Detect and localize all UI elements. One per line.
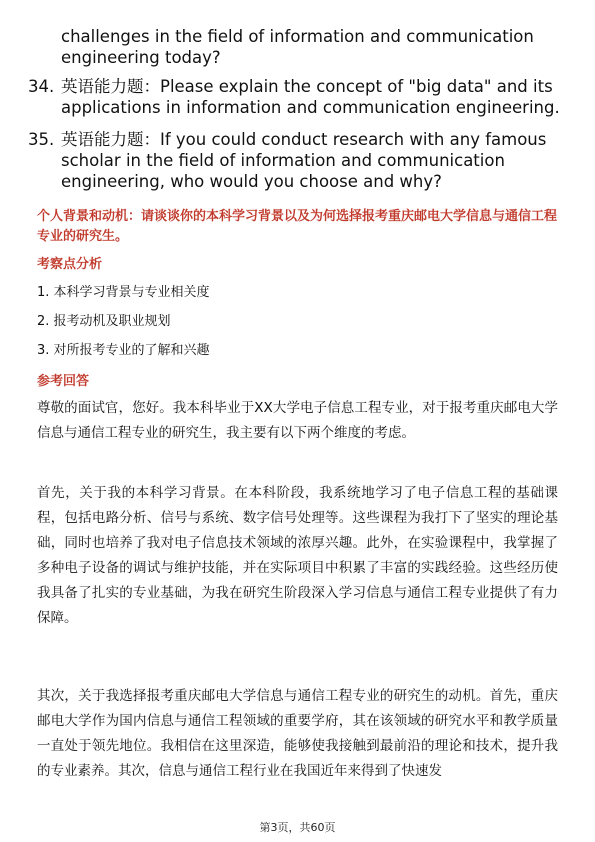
analysis-item: 2. 报考动机及职业规划 — [37, 314, 171, 329]
question-number: 34. — [28, 77, 55, 96]
answer-paragraph-2: 首先，关于我的本科学习背景。在本科阶段，我系统地学习了电子信息工程的基础课程，包括电路分析、信号与系统、数字信号处理等。这些课程为我打下了坚实的理论基础，同时也培养了我对电子信息技术领域的浓厚兴趣。此外，在实验课程中，我掌握了多种电子设备的调试与维护技能，并在实际项目中积累了丰富的实践经验。这些经历使我具备了扎实的专业基础，为我在研究生阶段深入学习信息与通信工程专业提供了有力保障。 — [37, 485, 558, 626]
question-34 — [28, 76, 568, 118]
page-footer: 第3页，共60页 — [259, 821, 336, 834]
question-33-continuation: challenges in the field of information and communication engineering today? — [61, 27, 534, 67]
question-text: 英语能力题：Please explain the concept of "big data" and its applications in information and communication engineering. — [61, 77, 560, 117]
answer-paragraph-3: 其次，关于我选择报考重庆邮电大学信息与通信工程专业的研究生的动机。首先，重庆邮电大学作为国内信息与通信工程领域的重要学府，其在该领域的研究水平和教学质量一直处于领先地位。我相信在这里深造，能够使我接触到最前沿的理论和技术，提升我的专业素养。其次，信息与通信工程行业在我国近年来得到了快速发 — [37, 688, 558, 779]
analysis-heading: 考察点分析 — [37, 257, 103, 272]
analysis-item: 1. 本科学习背景与专业相关度 — [37, 285, 210, 300]
answer-heading: 参考回答 — [37, 374, 90, 389]
analysis-item: 3. 对所报考专业的了解和兴趣 — [37, 343, 210, 358]
answer-paragraph-1: 尊敬的面试官，您好。我本科毕业于XX大学电子信息工程专业，对于报考重庆邮电大学信息与通信工程专业的研究生，我主要有以下两个维度的考虑。 — [37, 400, 558, 441]
section-title: 个人背景和动机：请谈谈你的本科学习背景以及为何选择报考重庆邮电大学信息与通信工程专业的研究生。 — [37, 209, 558, 244]
question-number: 35. — [28, 130, 55, 149]
question-text: 英语能力题：If you could conduct research with any famous scholar in the field of information and communication engineering, who would you choose and why? — [61, 130, 547, 191]
question-35 — [28, 129, 568, 192]
